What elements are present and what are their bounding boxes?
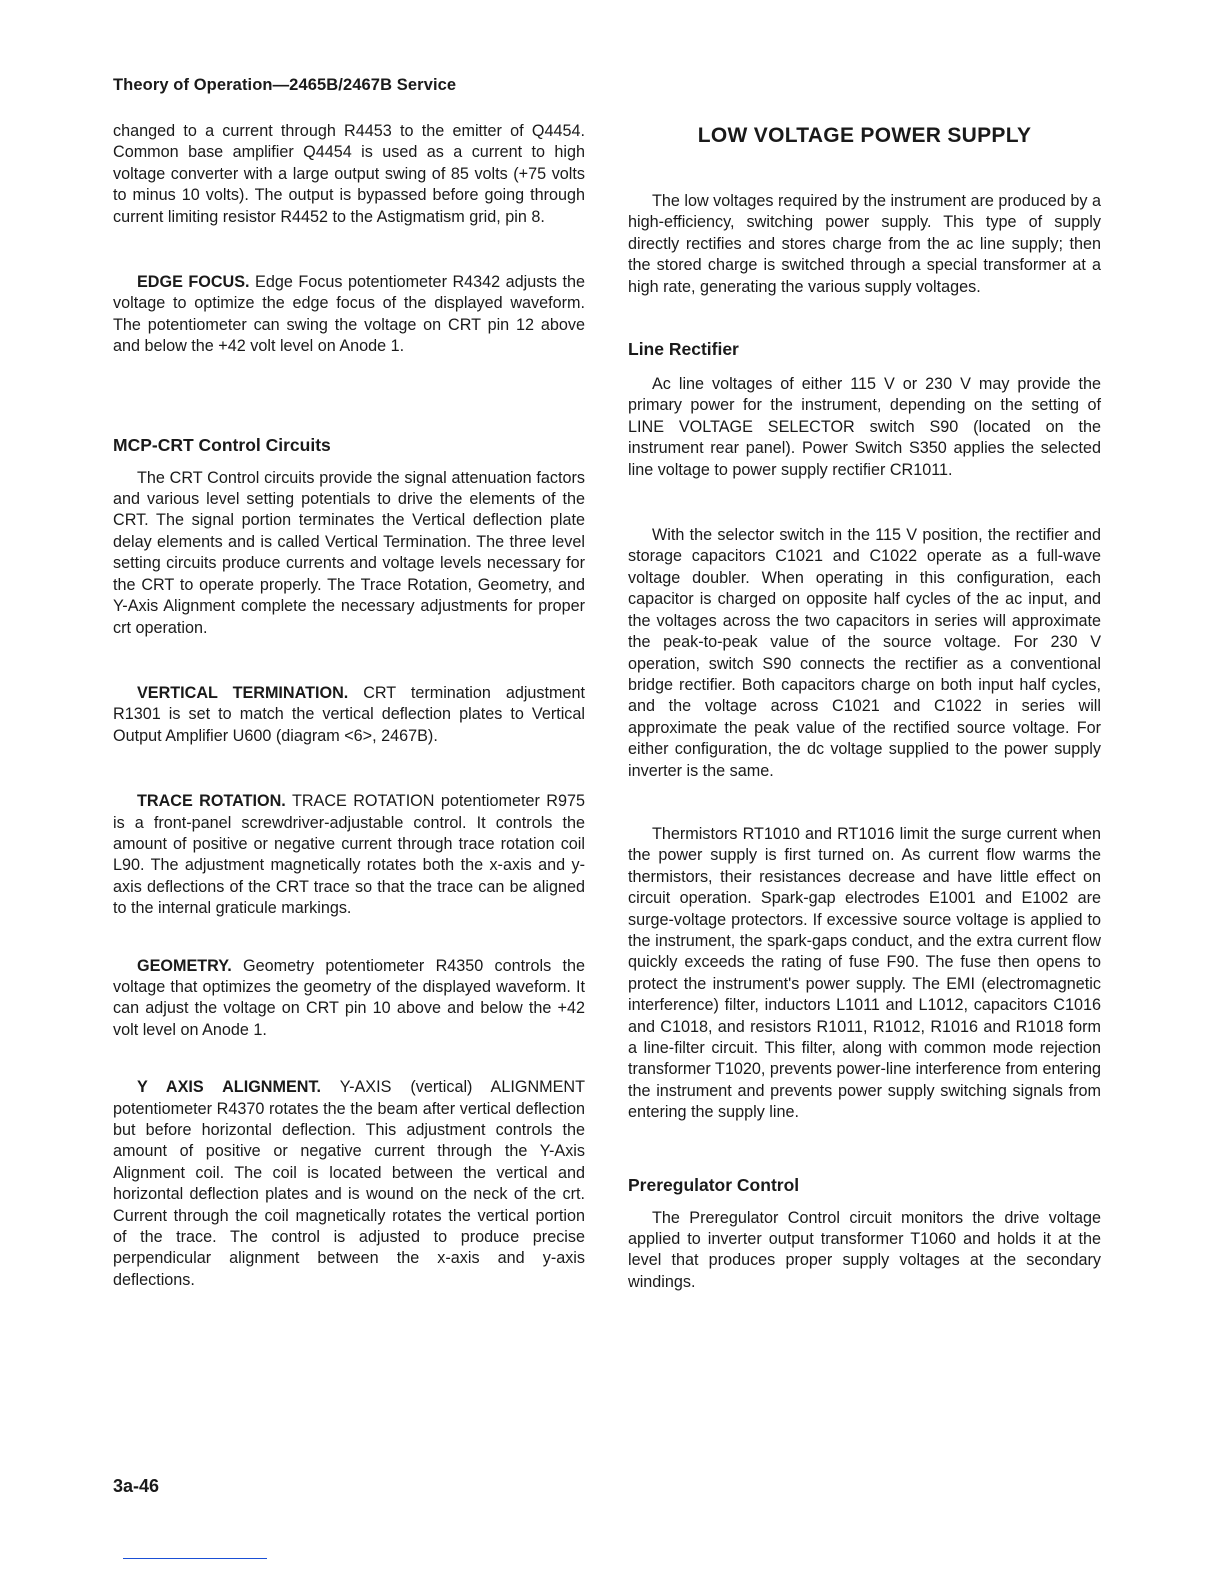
paragraph-y-axis-alignment xyxy=(113,1077,585,1291)
runin-edge-focus: EDGE FOCUS. xyxy=(137,273,250,292)
paragraph-lvps-intro: The low voltages required by the instrument are produced by a high-efficiency, switching power supply. This type of supply directly rectifies and stores charge from the ac line supply; then the stored charge is switched through a special transformer at a high rate, generating the various supply voltages. xyxy=(628,192,1102,296)
text-y-axis-alignment: Y-AXIS (vertical) ALIGNMENT potentiometer R4370 rotates the the beam after vertical deflection but before horizontal deflection. This adjustment controls the amount of positive or negative current through the Y-Axis Alignment coil. The coil is located between the vertical and horizontal deflection plates and is wound on the neck of the crt. Current through the coil magnetically rotates the vertical portion of the trace. The control is adjusted to produce precise perpendicular alignment between the x-axis and y-axis deflections. xyxy=(113,1078,585,1289)
heading-preregulator-control: Preregulator Control xyxy=(628,1174,800,1195)
heading-mcp-crt-control-circuits: MCP-CRT Control Circuits xyxy=(113,434,331,455)
running-head: Theory of Operation—2465B/2467B Service xyxy=(113,76,457,94)
paragraph-astigmatism-continued: changed to a current through R4453 to the emitter of Q4454. Common base amplifier Q4454 is used as a current to high voltage converter with a large output swing of 85 volts (+75 volts to minus 10 volts). The output is bypassed before going through current limiting resistor R4452 to the Astigmatism grid, pin 8. xyxy=(113,122,585,226)
paragraph-line-rectifier-2: With the selector switch in the 115 V position, the rectifier and storage capacitors C1021 and C1022 operate as a full-wave voltage doubler. When operating in this configuration, each capacitor is charged on opposite half cycles of the ac input, and the voltages across the two capacitors in series will approximate the peak-to-peak value of the source voltage. For 230 V operation, switch S90 connects the rectifier as a conventional bridge rectifier. Both capacitors charge on both input half cycles, and the voltage across C1021 and C1022 in series will approximate the peak value of the rectified source voltage. For either configuration, the dc voltage supplied to the power supply inverter is the same. xyxy=(628,526,1101,780)
paragraph-trace-rotation xyxy=(113,791,585,919)
paragraph-line-rectifier-3: Thermistors RT1010 and RT1016 limit the surge current when the power supply is first turned on. As current flow warms the thermistors, their resistances decrease and have little effect on circuit operation. Spark-gap electrodes E1001 and E1002 are surge-voltage protectors. If excessive source voltage is applied to the instrument, the spark-gaps conduct, and the extra current flow quickly exceeds the rating of fuse F90. The fuse then opens to protect the instrument's power supply. The EMI (electromagnetic interference) filter, inductors L1011 and L1012, capacitors C1016 and C1018, and resistors R1011, R1012, R1016 and R1018 form a line-filter circuit. This filter, along with common mode rejection transformer T1020, prevents power-line interference from entering the instrument and prevents power supply switching signals from entering the supply line. xyxy=(628,824,1101,1122)
paragraph-geometry xyxy=(113,956,585,1042)
text-geometry: Geometry potentiometer R4350 controls the voltage that optimizes the geometry of the displayed waveform. It can adjust the voltage on CRT pin 10 above and below the +42 volt level on Anode 1. xyxy=(113,956,585,1039)
runin-geometry: GEOMETRY. xyxy=(137,956,232,975)
heading-line-rectifier: Line Rectifier xyxy=(628,339,739,360)
text-vertical-termination: CRT termination adjustment R1301 is set to match the vertical deflection plates to Vertical Output Amplifier U600 (diagram <6>, 2467B). xyxy=(113,683,586,745)
page-number: 3a-46 xyxy=(113,1476,160,1496)
heading-low-voltage-power-supply: LOW VOLTAGE POWER SUPPLY xyxy=(697,124,1032,147)
text-trace-rotation: TRACE ROTATION potentiometer R975 is a front-panel screwdriver-adjustable control. It controls the amount of positive or negative current through trace rotation coil L90. The adjustment magnetically rotates both the x-axis and y-axis deflections of the CRT trace so that the trace can be aligned to the internal graticule markings. xyxy=(113,792,586,918)
runin-y-axis-alignment: Y AXIS ALIGNMENT. xyxy=(137,1078,322,1097)
right-column xyxy=(628,121,1101,1293)
runin-vertical-termination: VERTICAL TERMINATION. xyxy=(137,683,349,702)
left-column xyxy=(113,121,585,1291)
paragraph-preregulator: The Preregulator Control circuit monitors the drive voltage applied to inverter output transformer T1060 and holds it at the level that produces proper supply voltages at the secondary windings. xyxy=(628,1208,1101,1291)
paragraph-vertical-termination xyxy=(113,683,585,747)
runin-trace-rotation: TRACE ROTATION. xyxy=(137,792,286,811)
paragraph-edge-focus xyxy=(113,272,585,358)
text-edge-focus: Edge Focus potentiometer R4342 adjusts the voltage to optimize the edge focus of the displayed waveform. The potentiometer can swing the voltage on CRT pin 12 above and below the +42 volt level on Anode 1. xyxy=(113,273,585,356)
paragraph-mcp-crt: The CRT Control circuits provide the signal attenuation factors and various level setting potentials to drive the elements of the CRT. The signal portion terminates the Vertical deflection plate delay elements and is called Vertical Termination. The three level setting circuits produce currents and voltage levels necessary for the CRT to operate properly. The Trace Rotation, Geometry, and Y-Axis Alignment complete the necessary adjustments for proper crt operation. xyxy=(113,468,585,637)
paragraph-line-rectifier-1: Ac line voltages of either 115 V or 230 V may provide the primary power for the instrument, depending on the setting of LINE VOLTAGE SELECTOR switch S90 (located on the instrument rear panel). Power Switch S350 applies the selected line voltage to power supply rectifier CR1011. xyxy=(628,375,1101,479)
footer-rule xyxy=(123,1558,267,1559)
